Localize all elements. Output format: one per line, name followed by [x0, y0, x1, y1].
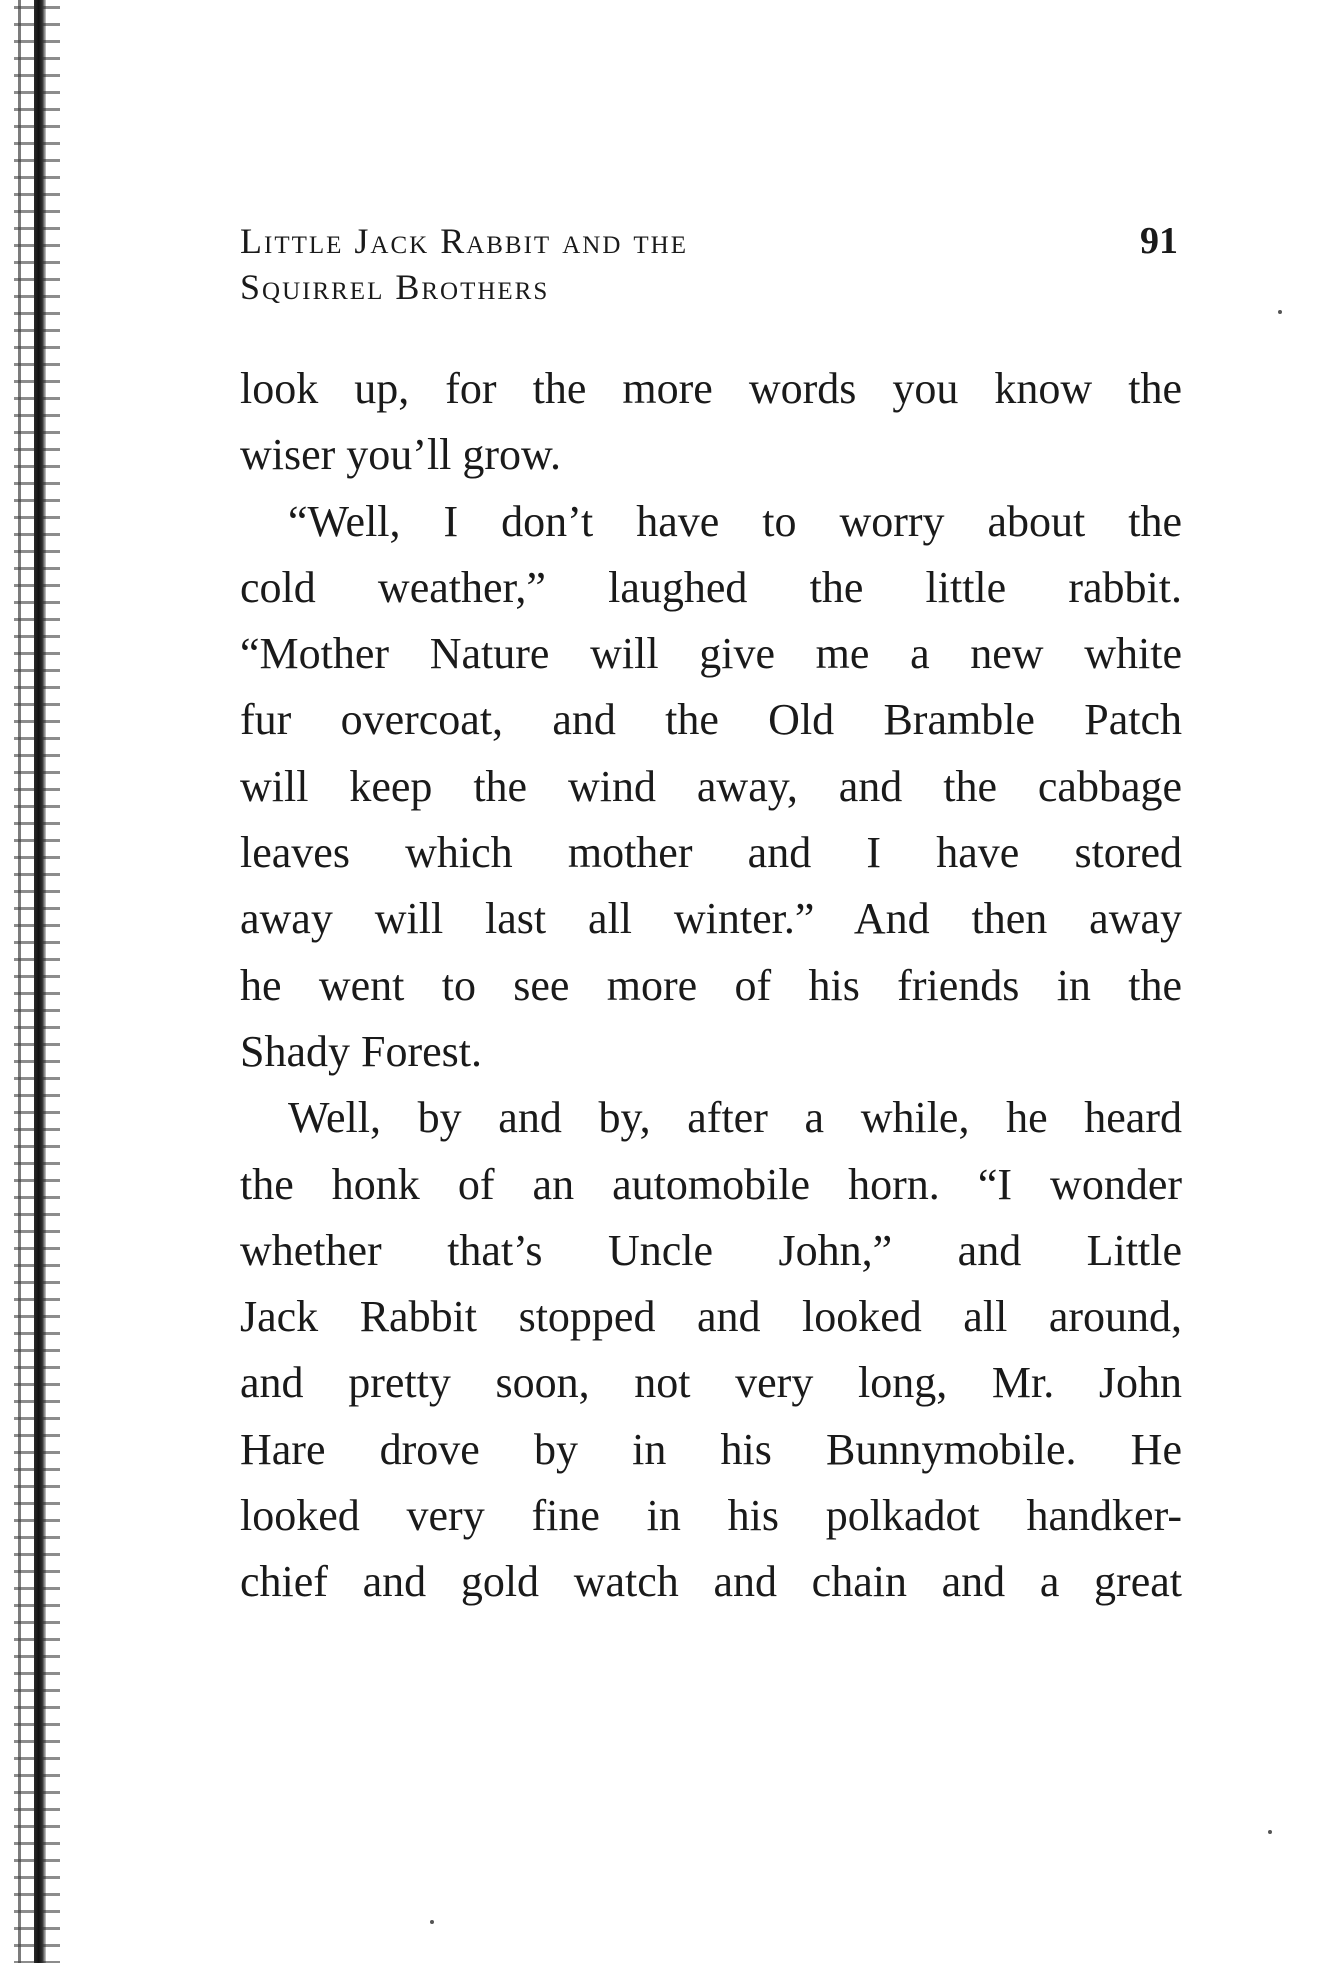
binding-shadow [34, 0, 46, 1963]
text-line: Well, by and by, after a while, he heard [288, 1093, 1182, 1143]
body-text [240, 356, 1182, 1616]
text-line: leaves which mother and I have stored [240, 828, 1182, 878]
text-line: fur overcoat, and the Old Bramble Patch [240, 695, 1182, 745]
text-line: cold weather,” laughed the little rabbit. [240, 562, 1182, 612]
text-line: “Well, I don’t have to worry about the [288, 496, 1182, 546]
text-line: whether that’s Uncle John,” and Little [240, 1225, 1182, 1275]
binding-margin-line [18, 0, 21, 1963]
text-line: wiser you’ll grow. [240, 430, 561, 480]
text-line: “Mother Nature will give me a new white [240, 629, 1182, 679]
text-line: Jack Rabbit stopped and looked all around, [240, 1292, 1182, 1342]
scan-speck [1278, 310, 1282, 314]
page-number: 91 [1140, 220, 1178, 262]
text-line: and pretty soon, not very long, Mr. John [240, 1358, 1182, 1408]
text-line: looked very fine in his polkadot handker- [240, 1491, 1182, 1541]
running-title: Little Jack Rabbit and the Squirrel Brothers [240, 221, 688, 307]
text-line: Shady Forest. [240, 1026, 482, 1076]
scan-speck [430, 1920, 434, 1924]
running-head [240, 218, 1190, 328]
text-line: away will last all winter.” And then away [240, 894, 1182, 944]
text-line: the honk of an automobile horn. “I wonder [240, 1159, 1182, 1209]
text-line: will keep the wind away, and the cabbage [240, 761, 1182, 811]
text-line: he went to see more of his friends in the [240, 960, 1182, 1010]
scan-speck [1268, 1830, 1272, 1834]
text-line: look up, for the more words you know the [240, 364, 1182, 413]
text-line: Hare drove by in his Bunnymobile. He [240, 1424, 1182, 1474]
text-line: chief and gold watch and chain and a great [240, 1557, 1182, 1607]
